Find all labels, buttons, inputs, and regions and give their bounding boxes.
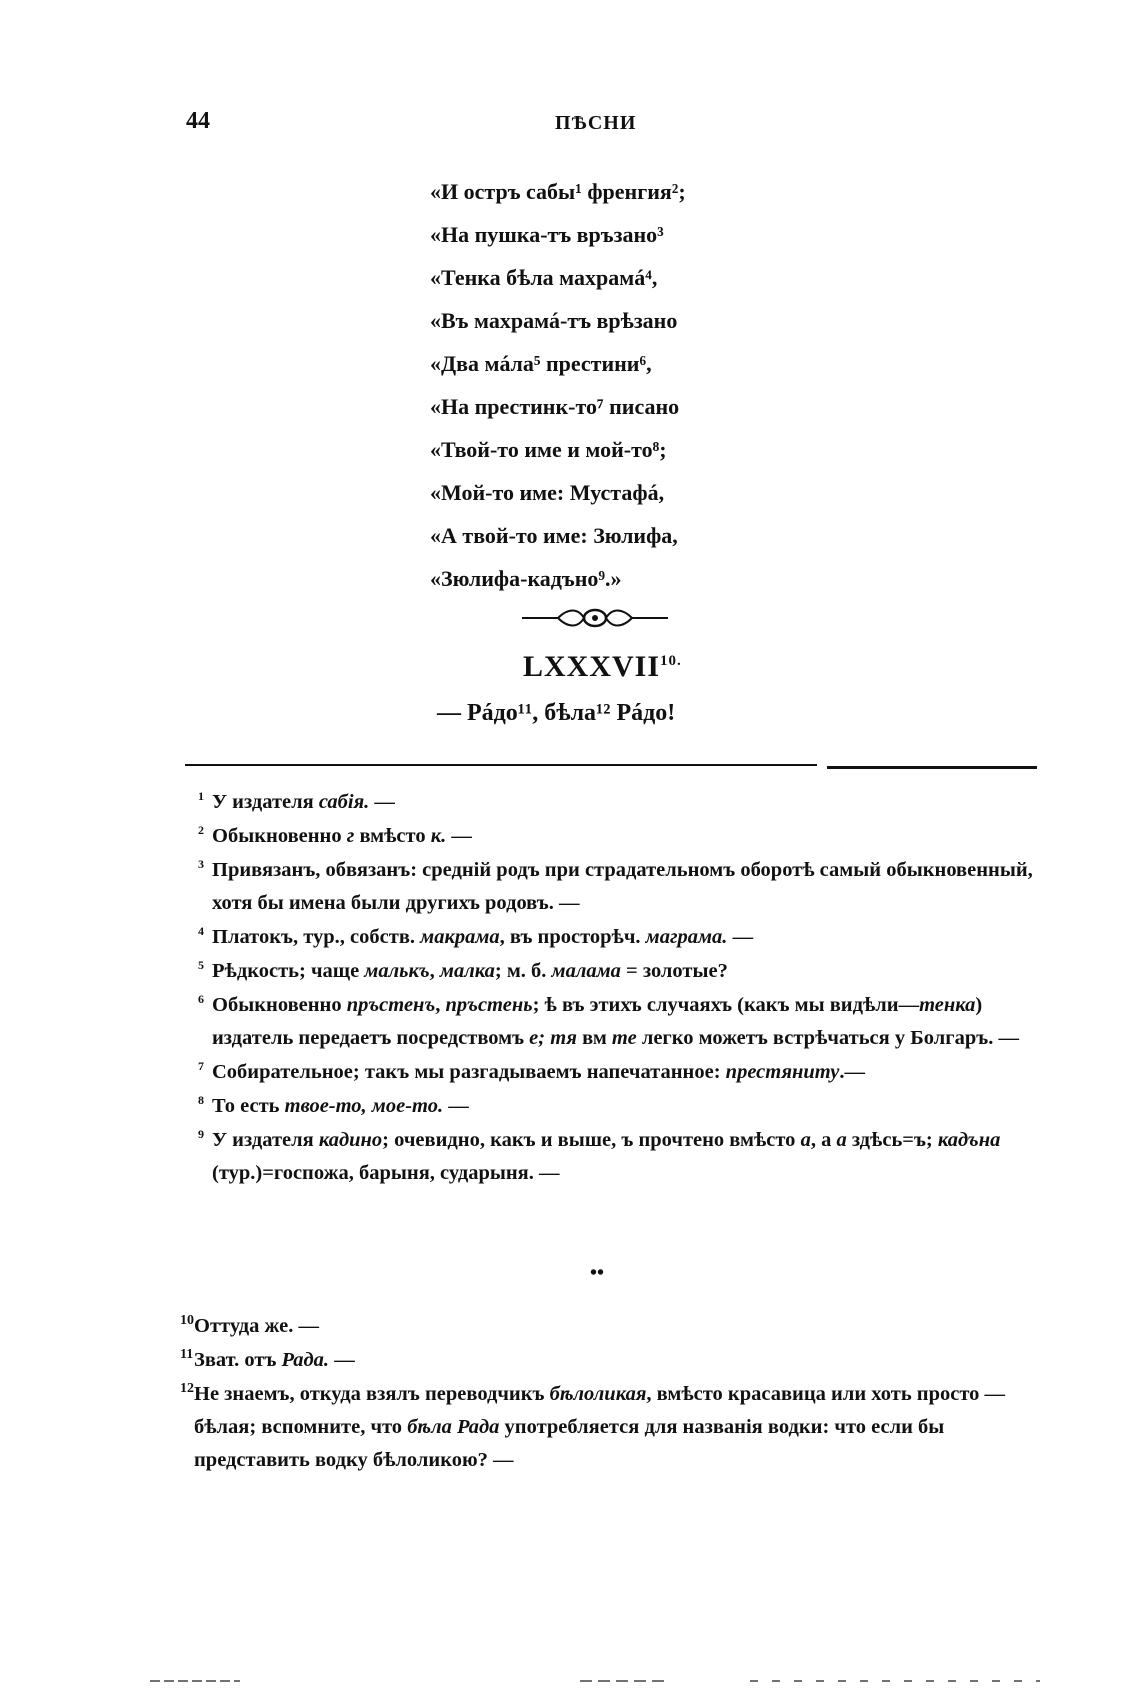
footnote-text: г [346,825,355,847]
song-first-line: — Рáдо¹¹, бѣла¹² Рáдо! [437,700,676,726]
footnote-text: То есть [212,1095,285,1117]
footnote-text: Зват. отъ [194,1349,282,1371]
footnote-text: е; тя [529,1027,577,1049]
footnote-text: малама [551,960,621,982]
footnote-text: Платокъ, тур., собств. [212,926,421,948]
footnote-text: а [800,1129,811,1151]
footnote-rule [185,764,817,766]
footnote-text: бѣлоликая [549,1383,647,1405]
footnote [198,1090,1033,1123]
footnote [180,1310,1035,1343]
footnote-text: бѣла Рада [407,1416,500,1438]
footnote-text: ; ѣ въ этихъ случаяхъ (какъ мы видѣли— [532,994,920,1016]
footnote-text: У издателя [212,1129,319,1151]
verse-line: «Два мáла⁵ престини⁶, [430,351,652,376]
footnote-number: 8 [198,1093,204,1107]
footnote-number: 10 [180,1313,194,1328]
footnote-text: , а [810,1129,837,1151]
footnote-text: Оттуда же. — [194,1315,319,1337]
footnotes [198,786,1033,1191]
footnote-text: легко можетъ встрѣчаться у Болгаръ. — [636,1027,1019,1049]
ornament-divider [520,604,670,632]
footnote-text: — [446,825,472,847]
footnote-text: кадино [318,1129,383,1151]
footnote-text: кадъна [937,1129,1001,1151]
footnote-text: Обыкновенно [212,994,347,1016]
footnote-number: 5 [198,958,204,972]
footnote [198,1056,1033,1089]
verse-line: «На пушка-тъ връзано³ [430,222,664,247]
footnote-text: , вмѣсто красавица или хоть просто — бѣлая; вспомните, что [194,1383,1006,1438]
footnote-text: .— [839,1061,865,1083]
footnote-number: 7 [198,1059,204,1073]
footnote-text: пръстень [445,994,533,1016]
footnote [198,1124,1033,1190]
page-edge-marks [150,1676,1050,1686]
verse-line: «На престинк-то⁷ писано [430,394,680,419]
footnote-text: твое-то, мое-то. [284,1095,444,1117]
footnote-number: 2 [198,823,204,837]
footnote-text: малка [439,960,495,982]
song-number-text: LXXXVII [523,650,661,683]
footnote-number: 4 [198,924,204,938]
footnote-text: тенка [919,994,976,1016]
page-number: 44 [186,108,210,134]
footnote-text: , [435,994,446,1016]
verse-line: «Тенка бѣла махрамá⁴, [430,265,658,290]
footnote [198,854,1033,920]
footnote-text: маграма. [645,926,728,948]
footnote-text: те [611,1027,637,1049]
footnote-text: макрама [420,926,500,948]
footnote-text: а [836,1129,847,1151]
footnote-text: , [429,960,440,982]
verse-line: «Зюлифа-кадъно⁹.» [430,566,622,591]
footnote-text: вм [576,1027,612,1049]
footnote-text: ; очевидно, какъ и выше, ъ прочтено вмѣсто [382,1129,801,1151]
footnote-text: сабія. [318,791,370,813]
footnote-text: малькъ [364,960,430,982]
verse-line: «Мой-то име: Мустафá, [430,480,665,505]
footnote-text: — [443,1095,469,1117]
separator-dots: •• [590,1262,605,1284]
footnote-text: Собирательное; такъ мы разгадываемъ напечатанное: [212,1061,726,1083]
footnote-text: (тур.)=госпожа, барыня, сударыня. — [212,1162,560,1184]
footnote [198,955,1033,988]
song-number-footnote-ref: 10. [660,653,682,669]
footnote-number: 3 [198,857,204,871]
footnote-number: 6 [198,992,204,1006]
footnote-text: Рада. [281,1349,330,1371]
footnote-text: вмѣсто [354,825,431,847]
footnote-number: 12 [180,1381,194,1396]
footnote-text: здѣсь=ъ; [846,1129,938,1151]
footnote-number: 1 [198,789,204,803]
footnotes-continued [180,1310,1035,1478]
footnote-text: = золотые? [620,960,728,982]
verse-line: «Твой-то име и мой-то⁸; [430,437,667,462]
footnote [198,820,1033,853]
song-number [523,650,682,684]
footnote-text: Обыкновенно [212,825,347,847]
verse-block [430,170,990,600]
footnote-text: употребляется для названія водки: что если бы представить водку бѣлоликою? — [194,1416,945,1471]
footnote-text: Привязанъ, обвязанъ: средній родъ при страдательномъ оборотѣ самый обыкновенный, хотя бы имена были другихъ родовъ. — [212,859,1033,914]
footnote-text: Не знаемъ, откуда взялъ переводчикъ [194,1383,550,1405]
footnote-text: — [329,1349,355,1371]
footnote-text: ) издатель передаетъ посредствомъ [212,994,983,1049]
footnote-text: Рѣдкость; чаще [212,960,365,982]
footnote-text: У издателя [212,791,319,813]
verse-line: «Въ махрамá-тъ врѣзано [430,308,678,333]
verse-line: «И остръ сабы¹ френгия²; [430,179,686,204]
footnote-text: — [369,791,395,813]
footnote-text: престяниту [725,1061,840,1083]
footnote-number: 9 [198,1127,204,1141]
footnote-text: ; м. б. [494,960,552,982]
footnote-text: , въ просторѣч. [499,926,646,948]
verse-line: «А твой-то име: Зюлифа, [430,523,678,548]
running-title: ПѢСНИ [555,112,637,134]
footnote-number: 11 [180,1347,194,1362]
footnote-text: пръстенъ [346,994,436,1016]
footnote [198,921,1033,954]
footnote-rule-right [827,766,1037,769]
footnote-text: — [727,926,754,948]
footnote-text: к. [430,825,447,847]
footnote [198,989,1033,1055]
footnote [198,786,1033,819]
footnote [180,1344,1035,1377]
footnote [180,1378,1035,1477]
